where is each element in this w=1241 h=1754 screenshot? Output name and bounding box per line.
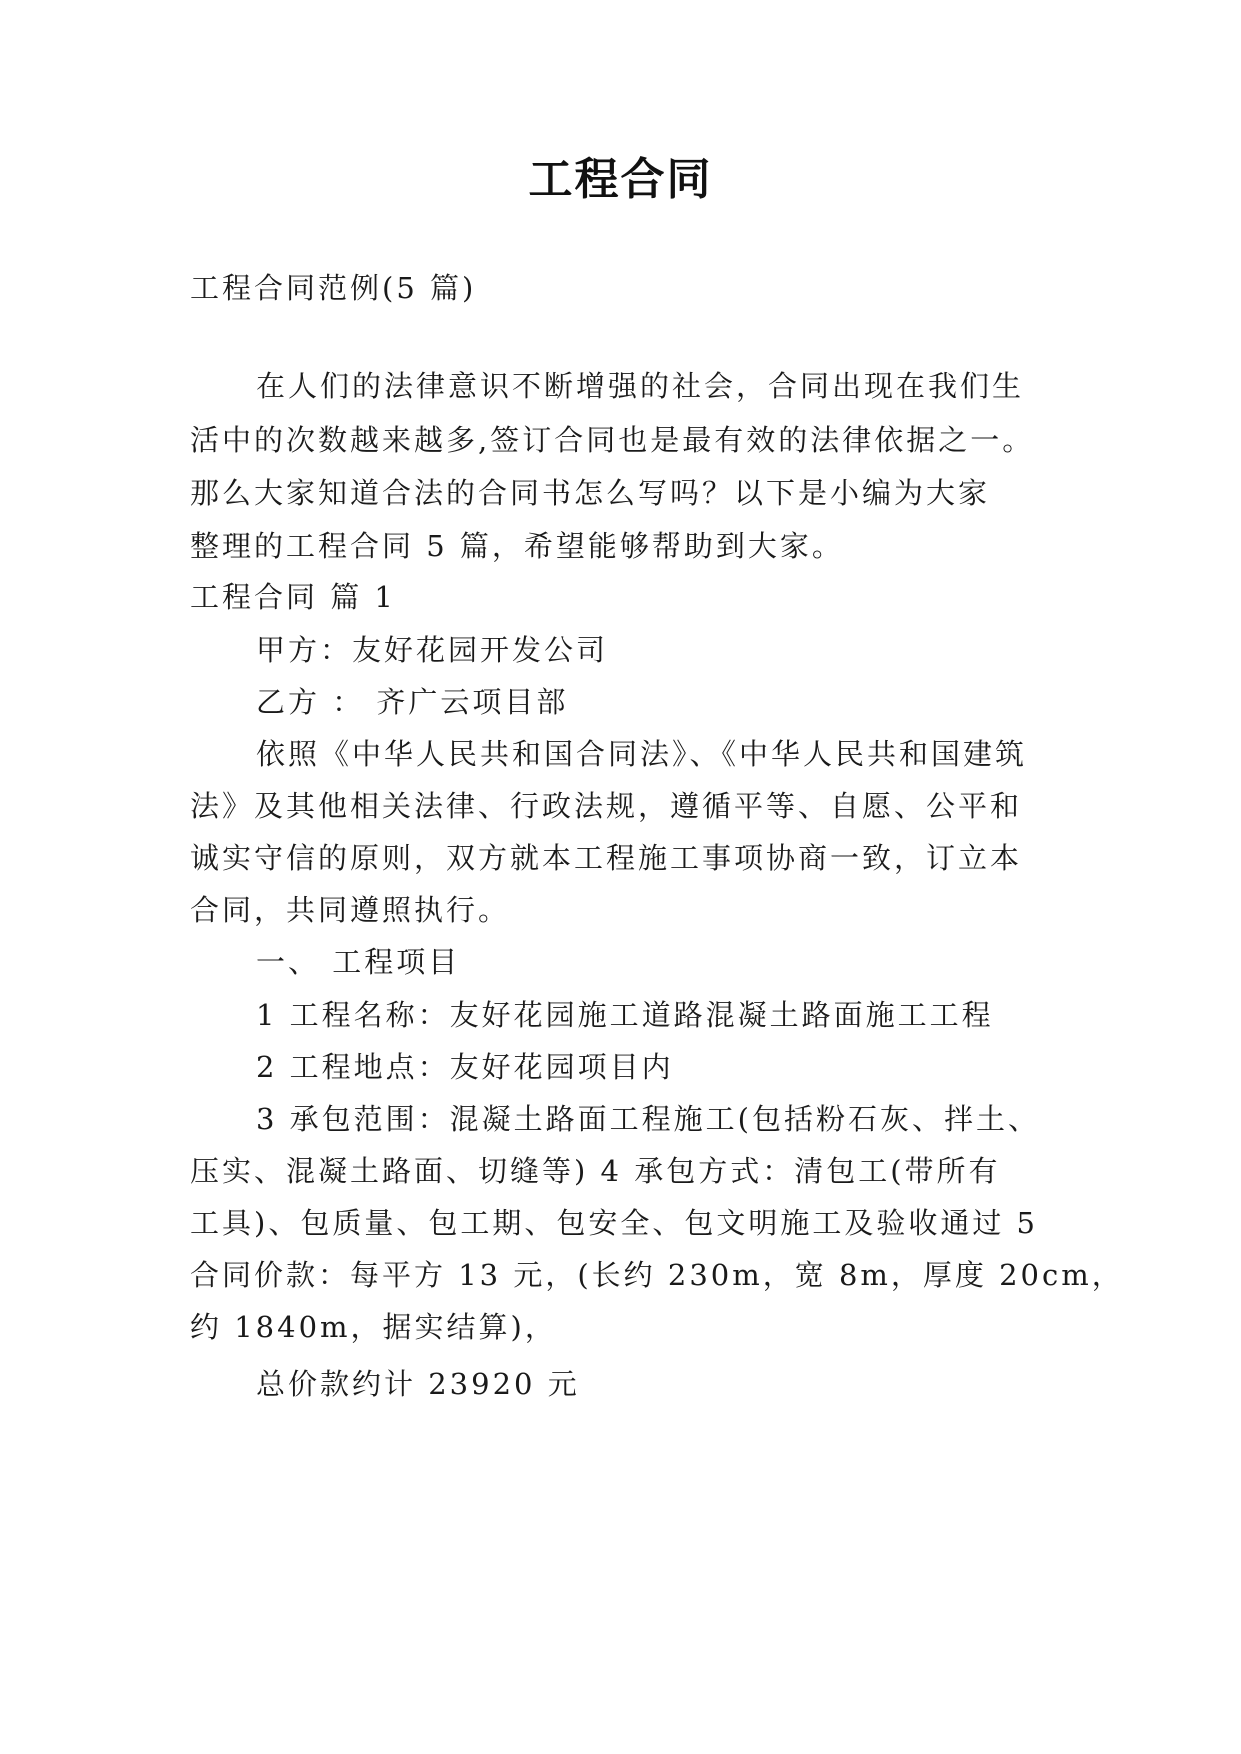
party-b: 乙方 ： 齐广云项目部 [256, 685, 569, 719]
item-3-line-5: 约 1840m，据实结算)， [190, 1310, 557, 1344]
basis-line-4: 合同，共同遵照执行。 [190, 893, 511, 927]
item-2: 2 工程地点：友好花园项目内 [256, 1050, 674, 1084]
document-title: 工程合同 [528, 154, 713, 205]
item-3-line-1: 3 承包范围：混凝土路面工程施工(包括粉石灰、拌土、 [256, 1102, 1040, 1136]
item-heading: 一、 工程项目 [256, 945, 461, 979]
item-3-line-3: 工具)、包质量、包工期、包安全、包文明施工及验收通过 5 [190, 1206, 1038, 1240]
intro-line-2: 活中的次数越来越多,签订合同也是最有效的法律依据之一。 [190, 423, 1035, 457]
section-heading: 工程合同 篇 1 [190, 580, 396, 614]
intro-line-3: 那么大家知道合法的合同书怎么写吗？以下是小编为大家 [190, 476, 991, 510]
intro-line-1: 在人们的法律意识不断增强的社会，合同出现在我们生 [256, 369, 1025, 403]
item-1: 1 工程名称：友好花园施工道路混凝土路面施工工程 [256, 998, 994, 1032]
document-subtitle: 工程合同范例(5 篇) [190, 271, 477, 305]
item-3-line-2: 压实、混凝土路面、切缝等) 4 承包方式：清包工(带所有 [190, 1154, 1001, 1188]
item-3-line-4: 合同价款：每平方 13 元，(长约 230m，宽 8m，厚度 20cm， [190, 1258, 1124, 1292]
party-a: 甲方：友好花园开发公司 [256, 633, 609, 667]
basis-line-2: 法》及其他相关法律、行政法规，遵循平等、自愿、公平和 [190, 789, 1023, 823]
intro-line-4: 整理的工程合同 5 篇，希望能够帮助到大家。 [190, 529, 844, 563]
basis-line-1: 依照《中华人民共和国合同法》、《中华人民共和国建筑 [256, 737, 1028, 771]
total-price: 总价款约计 23920 元 [256, 1367, 580, 1401]
basis-line-3: 诚实守信的原则，双方就本工程施工事项协商一致，订立本 [190, 841, 1023, 875]
